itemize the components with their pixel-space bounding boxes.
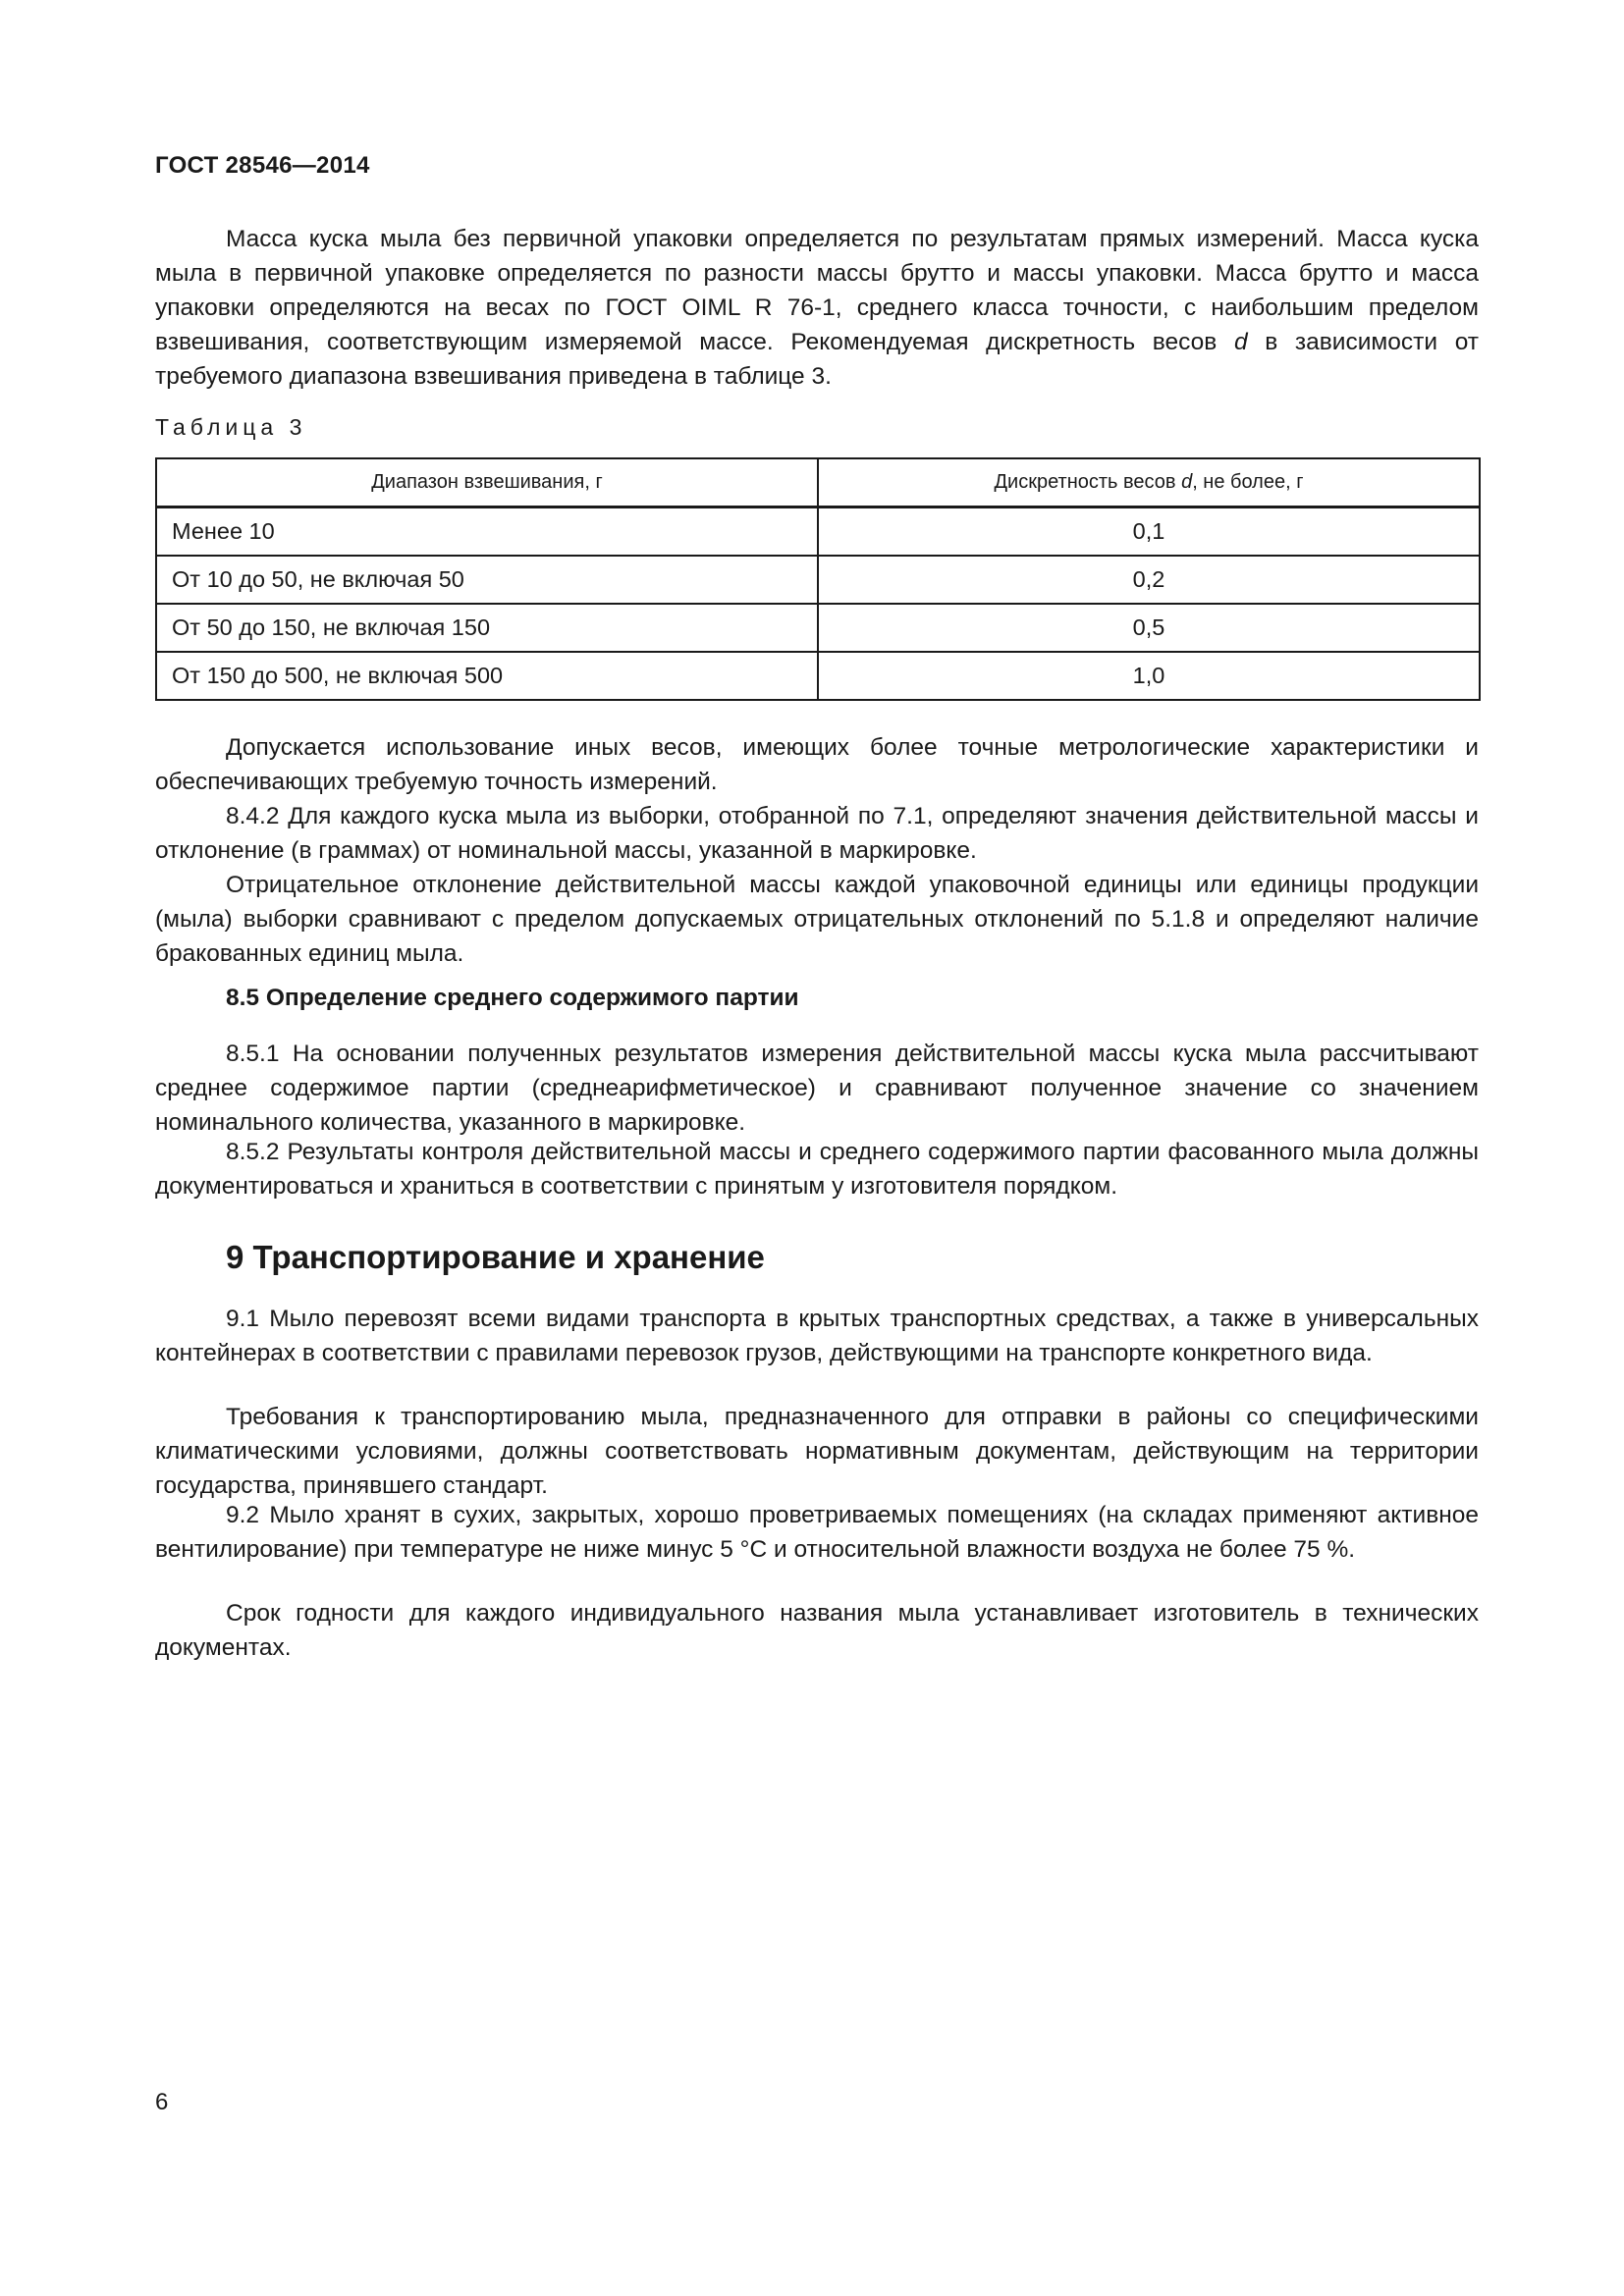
- page-number: 6: [155, 2089, 169, 2115]
- intro-text: Масса куска мыла без первичной упаковки определяется по результатам прямых измерений. Масса куска мыла в первичной упаковке определяется по разности массы брутто и массы упаковки. Масса брутто и масса упаковки определяются на весах по ГОСТ OIML R 76-1, среднего класса точности, с наибольшим пределом взвешивания, соответствующим измеряемой массе. Рекомендуемая дискретность весов: [155, 226, 1479, 355]
- section-9-title: 9 Транспортирование и хранение: [226, 1239, 765, 1275]
- paragraph-8-5-1: 8.5.1 На основании полученных результатов измерения действительной массы куска мыла рассчитывают среднее содержимое партии (среднеарифметическое) и сравнивают полученное значение со значением номинального количества, указанного в маркировке.: [155, 1041, 1479, 1136]
- table-cell-value: 0,5: [818, 604, 1480, 652]
- table-cell-range: Менее 10: [156, 507, 818, 557]
- header-text-pre: Дискретность весов: [994, 471, 1176, 493]
- table-header-discreteness: [818, 458, 1480, 507]
- paragraph-shelf-life: Срок годности для каждого индивидуального названия мыла устанавливает изготовитель в технических документах.: [155, 1600, 1479, 1661]
- table-row: [156, 507, 1480, 557]
- heading-8-5: 8.5 Определение среднего содержимого партии: [226, 985, 799, 1011]
- intro-variable: d: [1233, 329, 1248, 355]
- table-cell-range: От 150 до 500, не включая 500: [156, 652, 818, 700]
- weighing-table: [155, 457, 1481, 701]
- table-cell-value: 0,2: [818, 556, 1480, 604]
- table-cell-value: 1,0: [818, 652, 1480, 700]
- header-text-post: , не более, г: [1192, 471, 1304, 493]
- table-caption: Таблица 3: [155, 414, 307, 440]
- intro-paragraph: [155, 222, 1479, 394]
- table-cell-range: От 10 до 50, не включая 50: [156, 556, 818, 604]
- paragraph-9-1: 9.1 Мыло перевозят всеми видами транспорта в крытых транспортных средствах, а также в универсальных контейнерах в соответствии с правилами перевозок грузов, действующими на транспорте конкретного вида.: [155, 1306, 1479, 1366]
- paragraph-9-2: 9.2 Мыло хранят в сухих, закрытых, хорошо проветриваемых помещениях (на складах применяют активное вентилирование) при температуре не ниже минус 5 °С и относительной влажности воздуха не более 75 %.: [155, 1502, 1479, 1563]
- paragraph-8-5-2: 8.5.2 Результаты контроля действительной массы и среднего содержимого партии фасованного мыла должны документироваться и храниться в соответствии с принятым у изготовителя порядком.: [155, 1139, 1479, 1200]
- paragraph-allowed-scales: Допускается использование иных весов, имеющих более точные метрологические характеристики и обеспечивающих требуемую точность измерений.: [155, 734, 1479, 795]
- table-header-range: Диапазон взвешивания, г: [156, 458, 818, 507]
- table-row: [156, 652, 1480, 700]
- table-row: [156, 604, 1480, 652]
- paragraph-8-4-2: 8.4.2 Для каждого куска мыла из выборки, отобранной по 7.1, определяют значения действительной массы и отклонение (в граммах) от номинальной массы, указанной в маркировке.: [155, 803, 1479, 864]
- table-cell-range: От 50 до 150, не включая 150: [156, 604, 818, 652]
- table-cell-value: 0,1: [818, 507, 1480, 557]
- table-row: [156, 556, 1480, 604]
- header-variable: d: [1181, 471, 1193, 493]
- paragraph-transport-requirements: Требования к транспортированию мыла, предназначенного для отправки в районы со специфическими климатическими условиями, должны соответствовать нормативным документам, действующим на территории государства, принявшего стандарт.: [155, 1404, 1479, 1499]
- document-header: ГОСТ 28546—2014: [155, 152, 370, 179]
- table-header-row: [156, 458, 1480, 507]
- intro-tail: в зависимости от требуемого диапазона взвешивания приведена в таблице 3.: [155, 329, 1480, 390]
- paragraph-negative-deviation: Отрицательное отклонение действительной массы каждой упаковочной единицы или единицы продукции (мыла) выборки сравнивают с пределом допускаемых отрицательных отклонений по 5.1.8 и определяют наличие бракованных единиц мыла.: [155, 872, 1479, 967]
